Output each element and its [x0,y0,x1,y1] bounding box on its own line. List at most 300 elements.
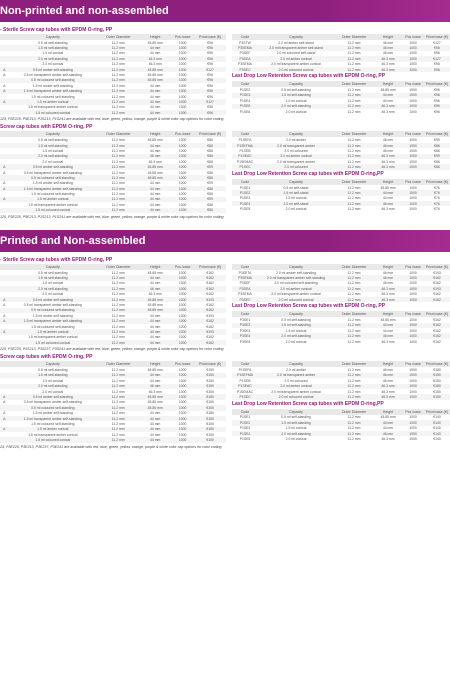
table-cell: P1SE5 [239,207,251,212]
table-cell: 11.2 mm [97,286,139,291]
column-header: Code [232,409,258,415]
table-cell: €150 [194,405,226,410]
table-cell: €86 [194,186,226,191]
table-cell: 11.2 mm [111,83,125,88]
table-cell: 1000 [409,281,417,286]
table-cell: 1.5 ml self-standing [8,373,97,378]
column-header: Price/case (€) [425,35,449,39]
table-cell: A [0,318,8,323]
table-cell: P3SE3 [239,328,251,333]
table-cell: P3SEC [232,297,258,302]
table-cell: 46 mm [374,431,402,436]
column-header: Height [374,409,402,415]
column-header: Outer Diameter [334,81,374,87]
table-cell: A [0,186,8,191]
table-cell: 1000 [178,73,187,78]
table-cell: 11.2 mm [111,181,125,186]
table-cell: 1000 [178,335,187,340]
table-cell: P1SEMAC [236,389,254,394]
table-cell: 1000 [171,99,194,104]
table-cell: 1.5 ml coloured self-standing [31,422,75,426]
table-body [232,87,450,114]
table-cell: 2.0 ml self-standing [8,154,97,159]
table-cell: 1.5 ml self-standing [258,323,334,328]
table-cell: 46 mm [382,40,394,45]
table-cell: 1.5 ml conical [42,51,64,56]
table-cell: 1000 [171,384,194,389]
table-cell: 44 mm [139,416,171,421]
table-cell: 1000 [178,270,187,275]
table-cell: 46.3 mm [374,154,402,159]
table-cell: 44 mm [150,94,161,99]
table-cell: 1000 [409,40,417,45]
table-cell: P1SEFMA [232,373,258,378]
table-cell: 1000 [409,328,417,333]
table-cell: 46.3 mm [374,164,402,169]
table-cell: 1000 [171,308,194,313]
table-cell: 1000 [402,373,424,378]
column-header: Price/case (€) [425,312,449,317]
table-cell: €86 [194,175,226,180]
table-cell: 0.5 ml coloured self-standing [8,405,97,410]
subsection-title: Last Drop Low Retention Screw cap tubes with EPDM O-ring, PP [232,73,386,80]
table-cell: 1000 [178,181,187,186]
table-cell: 45.85 mm [139,175,171,180]
table-cell: 1000 [171,405,194,410]
table-cell: 1000 [171,143,194,148]
table-cell: 46 mm [374,201,402,206]
table-cell: 11.2 mm [97,384,139,389]
table-cell: 1000 [178,422,187,426]
table-cell: €162 [206,335,214,340]
table-cell: 44 mm [139,437,171,442]
column-header: Pcs./case [171,264,194,270]
column-header: Pcs./case [402,361,424,367]
table-cell: 44 mm [150,202,161,207]
table-cell: 1000 [178,313,187,318]
table-cell: 1000 [171,297,194,302]
column-header: Pcs./case [402,131,424,137]
table-cell: €86 [194,154,226,159]
table-cell: P1SE2 [232,420,258,425]
table-cell: 46.3 mm [139,56,171,61]
table-cell: 1000 [409,207,417,212]
table-cell: P3STW [239,40,251,45]
table-body [232,40,450,72]
table-cell: 1000 [171,437,194,442]
table-cell: 44 mm [139,110,171,115]
low-retention-table [232,409,450,442]
table-cell: €162 [194,275,226,280]
column-header: Outer Diameter [334,131,374,137]
table-cell: 2.0 ml amber conical [258,56,334,61]
block-tables [0,34,450,115]
table-cell: 1.5 ml amber conical [8,329,97,334]
table-cell: 2.0 ml amber conical [258,154,334,159]
table-cell: P1SE4 [232,431,258,436]
column-header: Capacity [258,311,334,317]
table-cell: 11.2 mm [111,51,125,56]
table-cell: 44 mm [139,373,171,378]
table-cell: P1SEFMA [232,143,258,148]
table-cell: 1000 [178,302,187,307]
table-cell: 11.2 mm [347,415,361,420]
table-cell: 11.2 mm [334,333,374,338]
table-cell: 1000 [171,275,194,280]
table-cell: €140 [424,431,450,436]
table-cell: 1.5 ml conical [285,196,307,201]
table-cell: 1000 [402,297,424,302]
table-cell: €96 [194,89,226,94]
table-cell: €162 [433,281,441,286]
table-cell: 45.85 mm [147,400,163,405]
table-cell: 44 mm [382,426,394,431]
table-cell: 11.2 mm [334,297,374,302]
column-header: Pcs./case [171,34,194,40]
table-body [0,270,226,345]
table-cell: 1000 [409,159,417,164]
table-cell: 45.85 mm [380,185,396,190]
right-price-table [232,131,450,169]
column-header: Height [139,264,171,270]
table-cell: 11.2 mm [347,159,361,164]
table-cell: 1000 [409,437,417,441]
table-cell: 1000 [178,94,187,99]
table-cell: A [0,416,8,421]
table-cell: 46.3 mm [381,62,395,67]
table-cell: €86 [434,148,440,153]
block-tables [0,131,450,212]
column-header: Price/case (€) [425,409,449,414]
table-cell: 11.2 mm [334,56,374,61]
table-cell: 11.2 mm [334,104,374,109]
table-cell: 11.2 mm [111,192,125,197]
table-cell: 1000 [409,138,417,143]
table-cell: 44 mm [139,197,171,202]
table-cell: 11.2 mm [97,99,139,104]
table-cell: €162 [194,318,226,323]
table-cell: 0.5 ml amber self-standing [8,394,97,399]
table-cell: €76 [434,207,440,212]
table-cell: 11.2 mm [111,202,125,207]
table-cell: €99 [434,138,440,143]
table-cell: €96 [424,104,450,109]
table-cell: P1SE3 [232,93,258,98]
column-header: Outer Diameter [334,264,374,270]
table-cell: €150 [194,384,226,389]
table-cell: 1000 [409,98,417,103]
table-cell: P1SE1 [239,185,251,190]
table-cell: 11.2 mm [334,190,374,195]
table-cell: 11.2 mm [347,98,361,103]
table-cell: 2.0 ml amber conical [258,384,334,389]
table-cell: 2.0 ml transparent amber conical [271,389,321,394]
table-cell: €140 [424,420,450,425]
table-cell: 1.5 ml conical [285,98,307,103]
table-cell: 2.0 ml amber [286,368,306,373]
table-cell: P3SEA [232,56,258,61]
table-cell: 1000 [178,170,187,175]
color-options-note: 125, P3E225, P5E213, P1S213, P1S241 are available with red, blue, green, yellow, orange, purple & white color cap options for color coding [0,117,224,122]
table-cell: 2.0 ml conical [42,62,64,67]
block-title: - Sterile Screw cap tubes with EPDM O-ring, PP [0,256,113,263]
table-cell: €140 [433,426,441,431]
table-cell: 44 mm [139,427,171,432]
table-cell: P1SE1 [239,415,251,420]
table-cell: A [0,67,8,72]
table-cell: €96 [194,56,226,61]
table-cell: 11.2 mm [347,88,361,93]
column-header: Outer Diameter [97,361,139,367]
table-cell: 1000 [171,175,194,180]
table-cell: €162 [433,317,441,322]
table-cell: 45.85 mm [139,67,171,72]
table-cell: 44 mm [150,83,161,88]
table-cell: €96 [434,98,440,103]
table-cell: A [3,313,6,318]
table-cell: P3SE5 [239,339,251,344]
table-cell: 44 mm [382,328,394,333]
color-options-note: 225, P3E225, P3S213, P3S237, P3S241 are available with red, blue, green, yellow, orange, purple & white color cap options for color coding [0,347,224,352]
table-cell: €86 [194,143,226,148]
block-title: Screw cap tubes with EPDM O-ring, PP [0,124,93,131]
table-cell: 11.2 mm [111,292,125,297]
table-cell: 1000 [178,105,187,110]
table-cell: 11.2 mm [347,426,361,431]
table-body [232,317,450,344]
table-cell: 11.2 mm [97,175,139,180]
table-cell: P1SE5 [232,104,258,109]
table-cell: 0.5 ml transparent amber self-standing [23,170,82,175]
right-column [226,361,450,442]
table-cell: 46 mm [382,368,394,373]
column-header: Height [374,131,402,137]
table-cell: 2.0 ml coloured [258,164,334,169]
table-cell: 1.5 ml amber self-standing [32,411,73,416]
column-header: Height [139,361,171,367]
subsection-title: Last Drop Low Retention Screw cap tubes with EPDM O-ring,PP [232,400,384,407]
table-cell: 11.2 mm [334,93,374,98]
table-cell: 11.2 mm [334,431,374,436]
table-cell: 11.2 mm [97,297,139,302]
right-column [226,264,450,345]
table-cell: 1000 [178,281,187,286]
table-cell: 45.85 mm [147,270,163,275]
table-cell: 44 mm [150,324,161,329]
table-cell: €96 [207,73,213,78]
table-cell: A [0,99,8,104]
column-header: Height [374,311,402,317]
column-header: Capacity [8,361,97,367]
table-cell: 1000 [409,196,417,201]
table-cell: 11.2 mm [111,422,125,426]
section-banner: Printed and Non-assembled [0,230,450,252]
table-cell: 44 mm [139,208,171,213]
table-cell: 1000 [178,202,187,207]
table-cell: 11.2 mm [347,40,361,45]
table-cell: €96 [424,45,450,50]
table-cell: P1SE4 [239,98,251,103]
table-body [232,415,450,442]
table-cell: A [3,73,6,78]
column-header: Height [374,264,402,270]
table-cell: 46.3 mm [381,207,395,212]
table-cell: A [0,297,8,302]
table-cell: 11.2 mm [111,324,125,329]
table-cell: 1000 [402,154,424,159]
table-cell: 2.0 ml coloured self-standing [274,281,318,286]
table-cell: 45.85 mm [139,297,171,302]
table-cell: €96 [194,110,226,115]
table-cell: €86 [207,148,213,153]
table-cell: 44 mm [139,275,171,280]
table-cell: 2.0 ml coloured self-stand [276,51,316,56]
table-cell: 2.0 ml self-standing [8,384,97,389]
table-cell: 45.85 mm [147,170,163,175]
column-header: Pcs./case [402,179,424,185]
table-cell: 1.5 ml transparent amber conical [28,432,78,437]
table-cell: 1000 [178,368,187,373]
table-cell: €96 [424,93,450,98]
column-header: Price/case (€) [425,362,449,367]
table-cell: €86 [207,138,213,143]
table-cell: 11.2 mm [334,384,374,389]
table-cell: €150 [206,422,214,426]
table-cell: 11.2 mm [111,400,125,405]
table-cell: 1.5 ml amber conical [8,197,97,202]
table-cell: P1SE5 [239,437,251,441]
table-cell: 46 mm [374,45,402,50]
table-cell: 1.5 ml transparent amber self-standing [8,89,97,94]
table-cell: 45.85 mm [139,164,171,169]
table-cell: €86 [194,208,226,213]
table-cell: 1000 [178,400,187,405]
table-cell: €150 [433,378,441,383]
table-cell: 44 mm [374,420,402,425]
table-cell: 1.5 ml transparent amber conical [28,335,78,340]
table-cell: €162 [433,339,441,344]
table-cell: €150 [194,416,226,421]
table-cell: 1000 [402,394,424,399]
table-cell: 0.5 ml coloured self-standing [8,308,97,313]
table-cell: 1000 [409,270,417,275]
table-cell: P1SEAC [232,154,258,159]
table-cell: 2.0 ml conical [285,437,307,441]
low-retention-table [232,179,450,212]
table-cell: €150 [424,394,450,399]
column-header: Capacity [258,131,334,137]
table-cell: 1000 [178,192,187,197]
table-cell: 1.5 ml self-standing [258,420,334,425]
table-cell: €96 [207,105,213,110]
right-column [226,131,450,212]
table-cell: €140 [433,437,441,441]
table-cell: 1000 [171,67,194,72]
table-cell: 1.5 ml amber self-standing [32,181,73,186]
column-header: Pcs./case [171,361,194,367]
section-banner: Non-printed and non-assembled [0,0,450,22]
table-cell: €96 [207,62,213,67]
table-cell: P1SE2 [239,88,251,93]
table-cell: 11.2 mm [97,416,139,421]
table-cell: 11.2 mm [97,405,139,410]
table-cell: 44 mm [139,340,171,345]
table-cell: 0.5 ml self-standing [281,317,311,322]
table-cell: 1000 [178,62,187,67]
table-body [232,137,450,169]
table-cell: €86 [207,192,213,197]
table-cell: 1000 [402,164,424,169]
table-body [232,270,450,302]
table-cell: 2.0 ml amber [286,138,306,143]
table-cell: 1000 [171,56,194,61]
table-cell: 11.2 mm [347,339,361,344]
table-cell: 45.85 mm [139,405,171,410]
table-cell: 1.5 ml self-standing [8,143,97,148]
column-header: Pcs./case [402,264,424,270]
table-cell: 11.2 mm [347,328,361,333]
low-retention-table [232,81,450,114]
table-cell: 1000 [178,148,187,153]
table-cell: €162 [433,328,441,333]
table-cell: €96 [207,40,213,45]
column-header: Height [139,34,171,40]
table-cell: 11.2 mm [111,378,125,383]
table-cell: 46.3 mm [381,339,395,344]
table-cell: €76 [434,196,440,201]
table-cell: P3SE4 [232,333,258,338]
column-header: Pcs./case [402,409,424,415]
table-cell: 1.5 ml conical [285,426,307,431]
table-cell: €86 [424,143,450,148]
table-cell: P3SEA [232,286,258,291]
table-cell: 1000 [402,420,424,425]
table-cell: 0.5 ml self-standing [38,270,68,275]
table-cell: 46.3 mm [381,389,395,394]
table-body [0,40,226,115]
table-cell: P1SEFA [238,368,252,373]
column-header: Code [232,361,258,367]
table-cell: 11.2 mm [97,373,139,378]
table-cell: 46.3 mm [381,292,395,297]
table-cell: 44 mm [150,432,161,437]
table-cell: 2.0 ml amber conical [258,286,334,291]
table-cell: 1000 [178,389,187,394]
table-cell: 11.2 mm [347,389,361,394]
table-cell: €162 [424,297,450,302]
table-cell: 45.85 mm [147,40,163,45]
table-cell: 45.85 mm [380,317,396,322]
table-cell: 11.2 mm [347,368,361,373]
table-cell: 1000 [171,340,194,345]
table-cell: 46.3 mm [374,286,402,291]
table-cell: 1000 [402,333,424,338]
table-cell: P3SETA [238,270,252,275]
table-cell: 1.5 ml transparent amber conical [28,202,78,207]
table-cell: €150 [424,373,450,378]
table-cell: 44 mm [150,181,161,186]
table-cell: 44 mm [150,378,161,383]
table-cell: 1000 [402,190,424,195]
table-cell: 11.2 mm [347,317,361,322]
table-cell: €162 [424,275,450,280]
table-cell: P1SE6 [239,109,251,114]
table-cell: 0.5 ml amber self-standing [8,164,97,169]
table-cell: P1SE4 [232,201,258,206]
table-cell: €76 [434,185,440,190]
table-cell: 1000 [178,324,187,329]
table-cell: 11.2 mm [97,340,139,345]
